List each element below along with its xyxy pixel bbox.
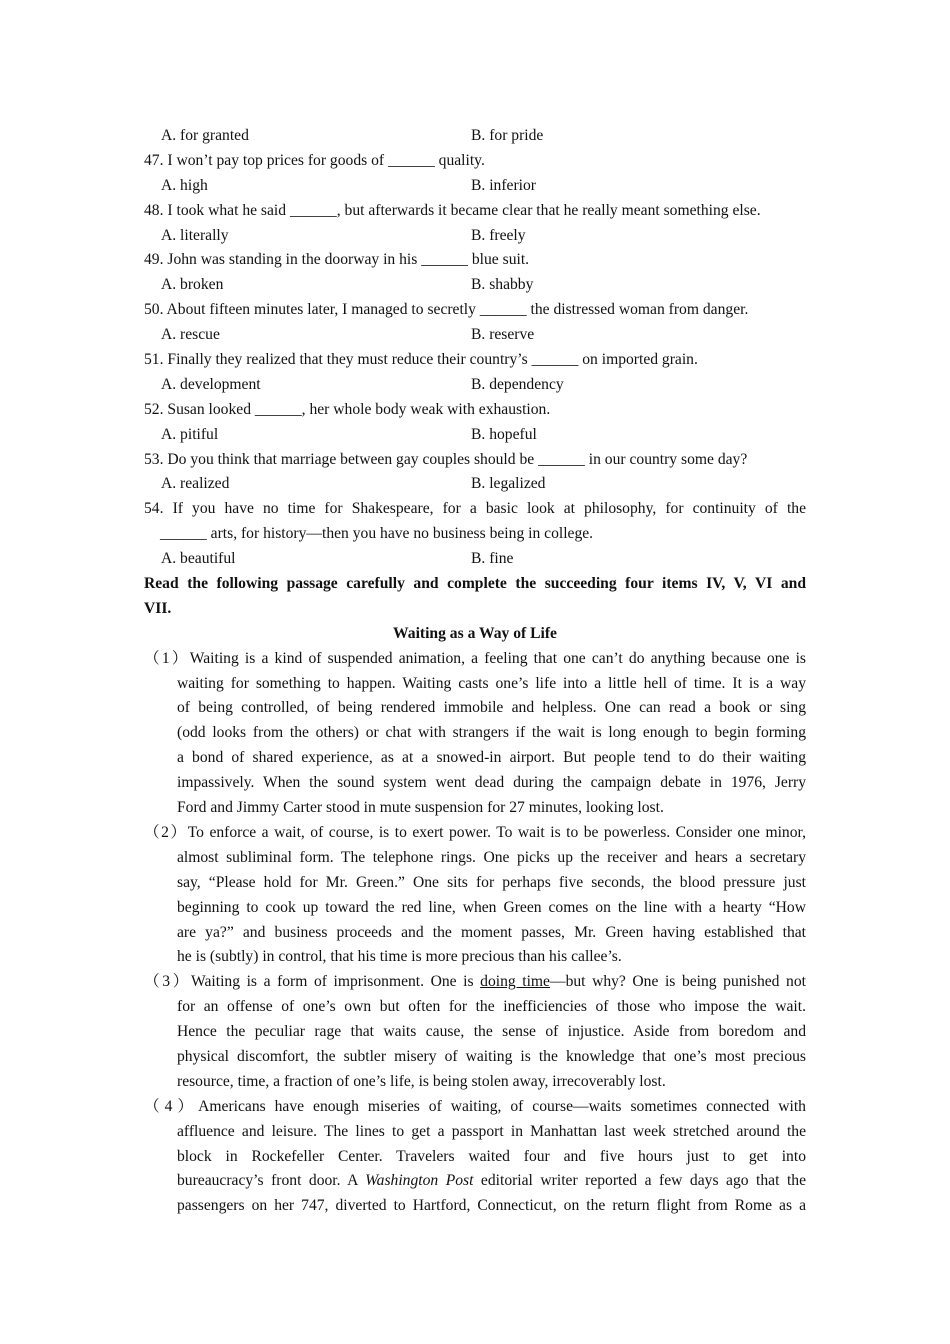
question-52-stem: 52. Susan looked ______, her whole body weak with exhaustion. [144,400,551,418]
paragraph-line: affluence and leisure. The lines to get a passport in Manhattan last week stretched around the [177,1122,806,1140]
question-53-options [144,472,806,497]
underlined-phrase: doing time [480,973,550,991]
paragraph-line: resource, time, a fraction of one’s life, is being stolen away, irrecoverably lost. [177,1072,666,1090]
question-47-stem: 47. I won’t pay top prices for goods of ______ quality. [144,151,485,169]
paragraph-line: waiting for something to happen. Waiting casts one’s life into a little hell of time. It is a way [177,674,806,692]
option-a: A. rescue [161,326,220,344]
paragraph-line: of being controlled, of being rendered immobile and helpless. One can read a book or sing [177,699,806,717]
paragraph-line: a bond of shared experience, as at a snowed-in airport. But people tend to do their waiting [177,749,806,767]
paragraph-line: impassively. When the sound system went dead during the campaign debate in 1976, Jerry [177,774,806,792]
paragraph-line: block in Rockefeller Center. Travelers waited four and five hours just to get into [177,1147,806,1165]
paragraph-number: （3） [144,973,192,991]
question-47-options [144,174,806,199]
option-b: B. fine [471,550,514,568]
option-b: B. inferior [471,176,536,194]
passage-paragraph-1 [144,647,806,821]
option-b: B. for pride [471,127,544,144]
option-b: B. freely [471,226,526,244]
paragraph-line: Ford and Jimmy Carter stood in mute suspension for 27 minutes, looking lost. [177,799,664,817]
paragraph-line: （3）Waiting is a form of imprisonment. One is doing time—but why? One is being punished not [144,973,806,991]
option-b: B. dependency [471,375,564,393]
option-a: A. literally [161,226,229,244]
paragraph-line: beginning to cook up toward the red line, when Green comes on the line with a hearty “How [177,898,806,916]
paragraph-line: bureaucracy’s front door. A Washington Post editorial writer reported a few days ago that the [177,1172,806,1190]
paragraph-line: for an offense of one’s own but often for the inefficiencies of those who impose the wait. [177,998,806,1016]
paragraph-line: Hence the peculiar rage that waits cause, the sense of injustice. Aside from boredom and [177,1023,806,1041]
paragraph-line: almost subliminal form. The telephone rings. One picks up the receiver and hears a secretary [177,848,806,866]
paragraph-line: he is (subtly) in control, that his time is more precious than his callee’s. [177,948,622,966]
option-a: A. realized [161,475,230,493]
paragraph-line: physical discomfort, the subtler misery of waiting is the knowledge that one’s most precious [177,1047,806,1065]
question-48-stem: 48. I took what he said ______, but afterwards it became clear that he really meant something else. [144,201,761,219]
option-b: B. shabby [471,276,534,294]
paragraph-line: are ya?” and business proceeds and the moment passes, Mr. Green having established that [177,923,806,941]
option-a: A. broken [161,276,224,294]
question-48-options [144,224,806,249]
paragraph-number: （2） [144,823,188,841]
paragraph-line: passengers on her 747, diverted to Hartford, Connecticut, on the return flight from Rome as a [177,1197,806,1215]
question-50-stem: 50. About fifteen minutes later, I managed to secretly ______ the distressed woman from danger. [144,301,749,319]
question-54-stem-line-1: 54. If you have no time for Shakespeare, for a basic look at philosophy, for continuity of the [144,500,806,518]
option-a: A. for granted [161,127,249,144]
option-a: A. pitiful [161,425,219,443]
passage-title: Waiting as a Way of Life [393,624,557,642]
option-a: A. development [161,375,261,393]
option-b: B. reserve [471,326,535,344]
paragraph-line: （1）Waiting is a kind of suspended animation, a feeling that one can’t do anything because one is [144,649,806,667]
instructions-line-1: Read the following passage carefully and complete the succeeding four items IV, V, VI and [144,575,806,593]
question-49-stem: 49. John was standing in the doorway in his ______ blue suit. [144,251,530,269]
option-b: B. legalized [471,475,546,493]
question-50-options [144,323,806,348]
paragraph-line: (odd looks from the others) or chat with strangers if the wait is long enough to begin forming [177,724,806,742]
instructions-line-2: VII. [144,599,172,617]
passage-paragraph-4 [144,1095,806,1219]
question-49-options [144,273,806,298]
option-a: A. high [161,176,208,194]
paragraph-number: （1） [144,649,190,667]
paragraph-line: say, “Please hold for Mr. Green.” One sits for perhaps five seconds, the blood pressure just [177,873,806,891]
paragraph-line: （4）Americans have enough miseries of waiting, of course—waits sometimes connected with [144,1097,806,1115]
exam-page [144,124,806,1219]
paragraph-number: （4） [144,1097,199,1115]
publication-name: Washington Post [365,1172,474,1190]
question-53-stem: 53. Do you think that marriage between gay couples should be ______ in our country some day? [144,450,748,468]
option-b: B. hopeful [471,425,537,443]
question-51-options [144,373,806,398]
passage-paragraph-3 [144,970,806,1094]
paragraph-line: （2）To enforce a wait, of course, is to exert power. To wait is to be powerless. Consider one minor, [144,823,806,841]
passage-paragraph-2 [144,821,806,970]
question-54-stem-line-2: ______ arts, for history—then you have no business being in college. [160,525,594,543]
question-46-options [144,124,806,149]
question-51-stem: 51. Finally they realized that they must reduce their country’s ______ on imported grain. [144,351,698,369]
question-52-options [144,423,806,448]
question-54-options [144,547,806,572]
option-a: A. beautiful [161,550,236,568]
